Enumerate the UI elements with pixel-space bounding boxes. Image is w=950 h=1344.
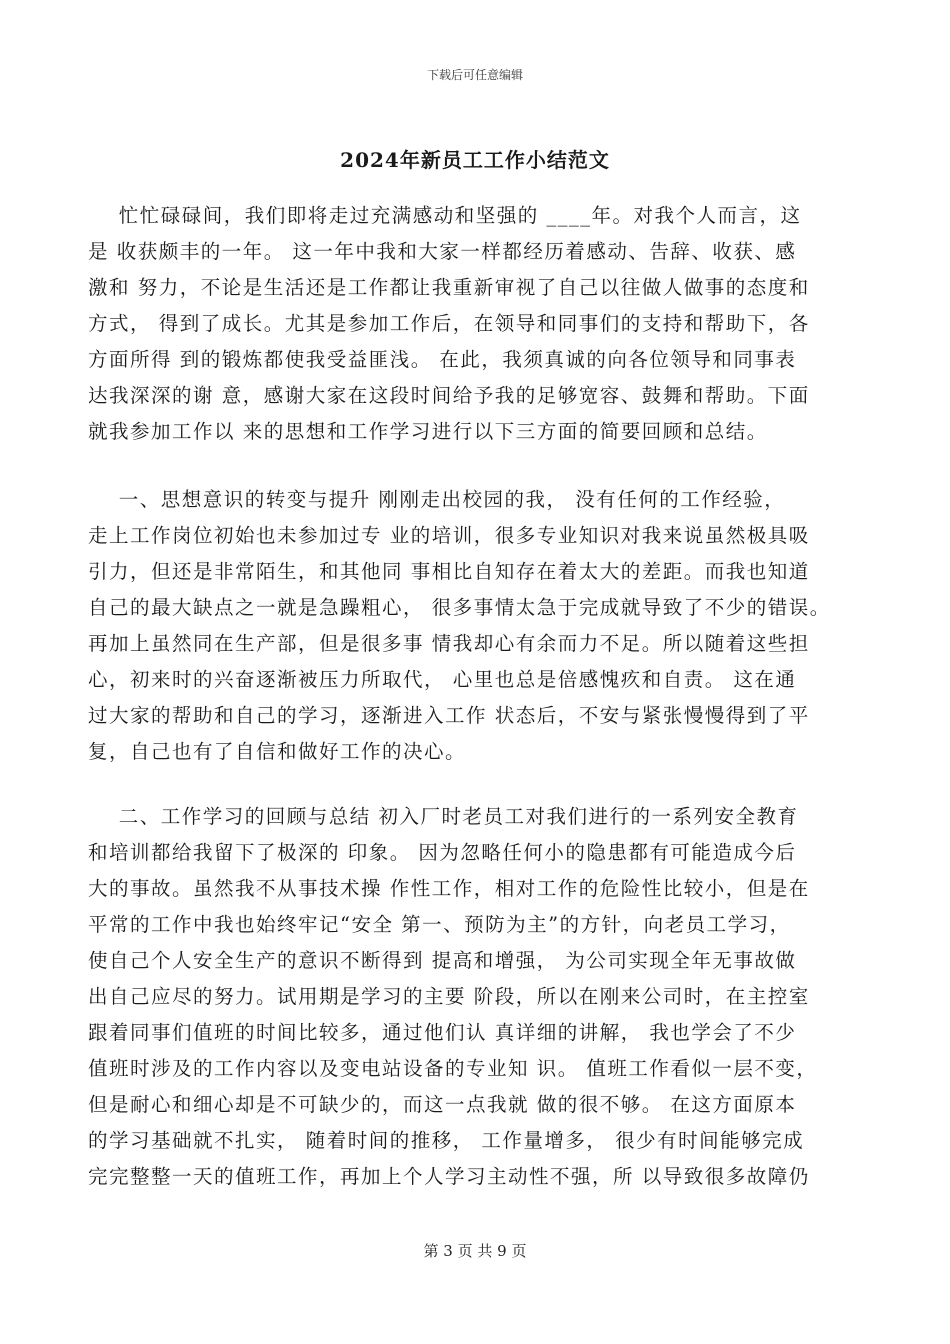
paragraph-section-two xyxy=(88,799,863,1195)
page-header-note: 下载后可任意编辑 xyxy=(426,68,523,82)
text-line: 走上工作岗位初始也未参加过专 业的培训，很多专业知识对我来说虽然极具吸 xyxy=(88,524,810,547)
text-line: 和培训都给我留下了极深的 印象。 因为忽略任何小的隐患都有可能造成今后 xyxy=(88,841,797,864)
text-line: 就我参加工作以 来的思想和工作学习进行以下三方面的简要回顾和总结。 xyxy=(88,420,768,443)
page-number: 第 3 页 共 9 页 xyxy=(423,1242,527,1260)
text-line: 一、思想意识的转变与提升 刚刚走出校园的我， 没有任何的工作经验， xyxy=(88,488,786,511)
text-line: 大的事故。虽然我不从事技术操 作性工作，相对工作的危险性比较小，但是在 xyxy=(88,877,810,900)
paragraph-section-one xyxy=(88,482,863,770)
document-title: 2024年新员工工作小结范文 xyxy=(340,148,610,172)
text-line: 方面所得 到的锻炼都使我受益匪浅。 在此，我须真诚的向各位领导和同事表 xyxy=(88,348,797,371)
text-line: 值班时涉及的工作内容以及变电站设备的专业知 识。 值班工作看似一层不变， xyxy=(88,1057,818,1080)
text-line: 方式， 得到了成长。尤其是参加工作后，在领导和同事们的支持和帮助下，各 xyxy=(88,312,810,335)
text-line: 达我深深的谢 意，感谢大家在这段时间给予我的足够宽容、鼓舞和帮助。下面 xyxy=(88,384,810,407)
text-line: 完完整整一天的值班工作，再加上个人学习主动性不强，所 以导致很多故障仍 xyxy=(88,1165,810,1188)
text-line: 引力，但还是非常陌生，和其他同 事相比自知存在着太大的差距。而我也知道 xyxy=(88,560,810,583)
text-line: 平常的工作中我也始终牢记“安全 第一、预防为主”的方针，向老员工学习， xyxy=(88,913,791,936)
text-line: 使自己个人安全生产的意识不断得到 提高和增强， 为公司实现全年无事故做 xyxy=(88,949,797,972)
text-line: 复，自己也有了自信和做好工作的决心。 xyxy=(88,740,467,763)
text-line: 二、工作学习的回顾与总结 初入厂时老员工对我们进行的一系列安全教育 xyxy=(88,805,799,828)
text-line: 跟着同事们值班的时间比较多，通过他们认 真详细的讲解， 我也学会了不少 xyxy=(88,1021,797,1044)
text-line: 自己的最大缺点之一就是急躁粗心， 很多事情太急于完成就导致了不少的错误。 xyxy=(88,596,831,619)
paragraph-intro xyxy=(88,198,863,450)
text-line: 过大家的帮助和自己的学习，逐渐进入工作 状态后，不安与紧张慢慢得到了平 xyxy=(88,704,810,727)
text-line: 心，初来时的兴奋逐渐被压力所取代， 心里也总是倍感愧疚和自责。 这在通 xyxy=(88,668,797,691)
text-line: 是 收获颇丰的一年。 这一年中我和大家一样都经历着感动、告辞、收获、感 xyxy=(88,240,797,263)
text-line: 出自己应尽的努力。试用期是学习的主要 阶段，所以在刚来公司时，在主控室 xyxy=(88,985,810,1008)
text-line: 的学习基础就不扎实， 随着时间的推移， 工作量增多， 很少有时间能够完成 xyxy=(88,1129,805,1152)
text-line: 激和 努力，不论是生活还是工作都让我重新审视了自己以往做人做事的态度和 xyxy=(88,276,810,299)
text-line: 再加上虽然同在生产部，但是很多事 情我却心有余而力不足。所以随着这些担 xyxy=(88,632,810,655)
text-line: 但是耐心和细心却是不可缺少的，而这一点我就 做的很不够。 在这方面原本 xyxy=(88,1093,797,1116)
text-line: 忙忙碌碌间，我们即将走过充满感动和坚强的 ____年。对我个人而言，这 xyxy=(88,204,802,227)
